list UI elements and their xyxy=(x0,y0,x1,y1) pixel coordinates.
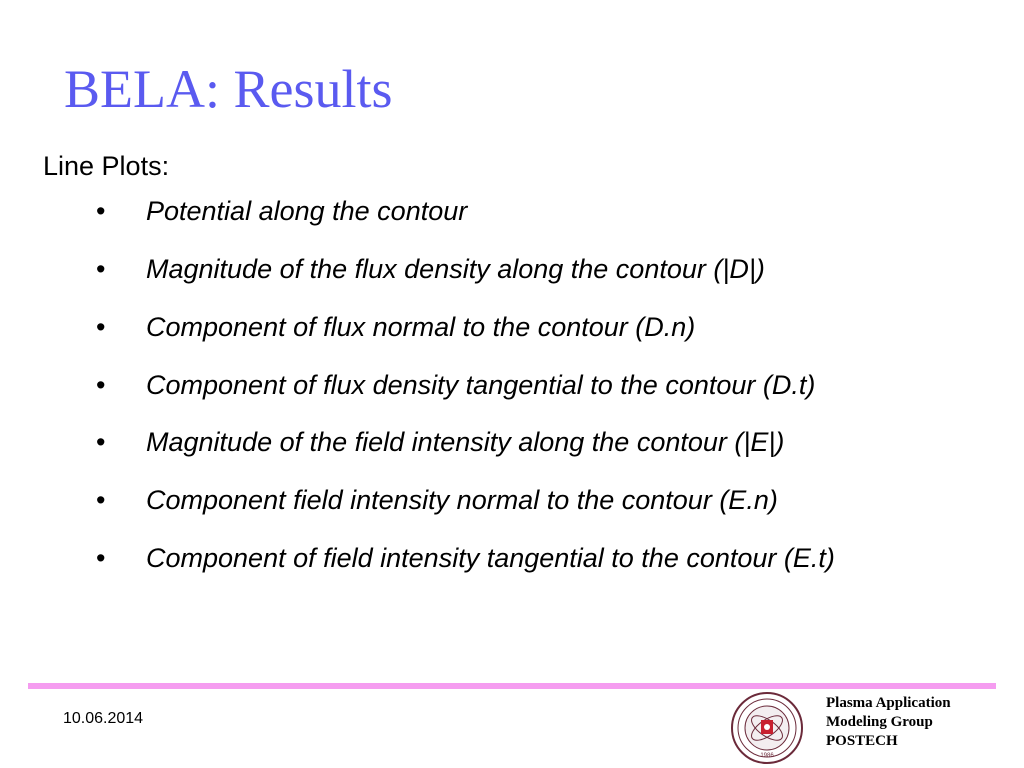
bullet-icon: • xyxy=(96,427,106,457)
footer-divider xyxy=(28,683,996,689)
bullet-icon: • xyxy=(96,485,106,515)
bullet-icon: • xyxy=(96,370,106,400)
list-item xyxy=(96,423,996,461)
logo-year: 1986 xyxy=(760,753,774,759)
bullet-icon: • xyxy=(96,196,106,226)
list-item xyxy=(96,539,956,577)
list-item-text: Component field intensity normal to the contour (E.n) xyxy=(146,485,778,515)
org-line-3: POSTECH xyxy=(826,733,898,749)
org-line-2: Modeling Group xyxy=(826,714,933,730)
footer-date: 10.06.2014 xyxy=(63,710,144,727)
list-item xyxy=(96,366,996,404)
organization-name xyxy=(826,694,951,751)
list-item-text: Magnitude of the flux density along the contour (|D|) xyxy=(146,254,765,284)
list-item-text: Component of flux density tangential to the contour (D.t) xyxy=(146,370,816,400)
bullet-icon: • xyxy=(96,254,106,284)
list-item xyxy=(96,250,996,288)
list-item-text: Component of field intensity tangential to the contour (E.t) xyxy=(146,543,835,573)
bullet-icon: • xyxy=(96,543,106,573)
section-heading: Line Plots: xyxy=(43,151,170,181)
org-line-1: Plasma Application xyxy=(826,695,951,711)
slide-title: BELA: Results xyxy=(64,59,393,119)
university-seal-logo xyxy=(730,691,804,765)
list-item xyxy=(96,308,996,346)
list-item-text: Magnitude of the field intensity along the contour (|E|) xyxy=(146,427,785,457)
bullet-icon: • xyxy=(96,312,106,342)
list-item-text: Component of flux normal to the contour (D.n) xyxy=(146,312,696,342)
list-item-text: Potential along the contour xyxy=(146,196,468,226)
list-item xyxy=(96,481,996,519)
list-item xyxy=(96,192,996,230)
